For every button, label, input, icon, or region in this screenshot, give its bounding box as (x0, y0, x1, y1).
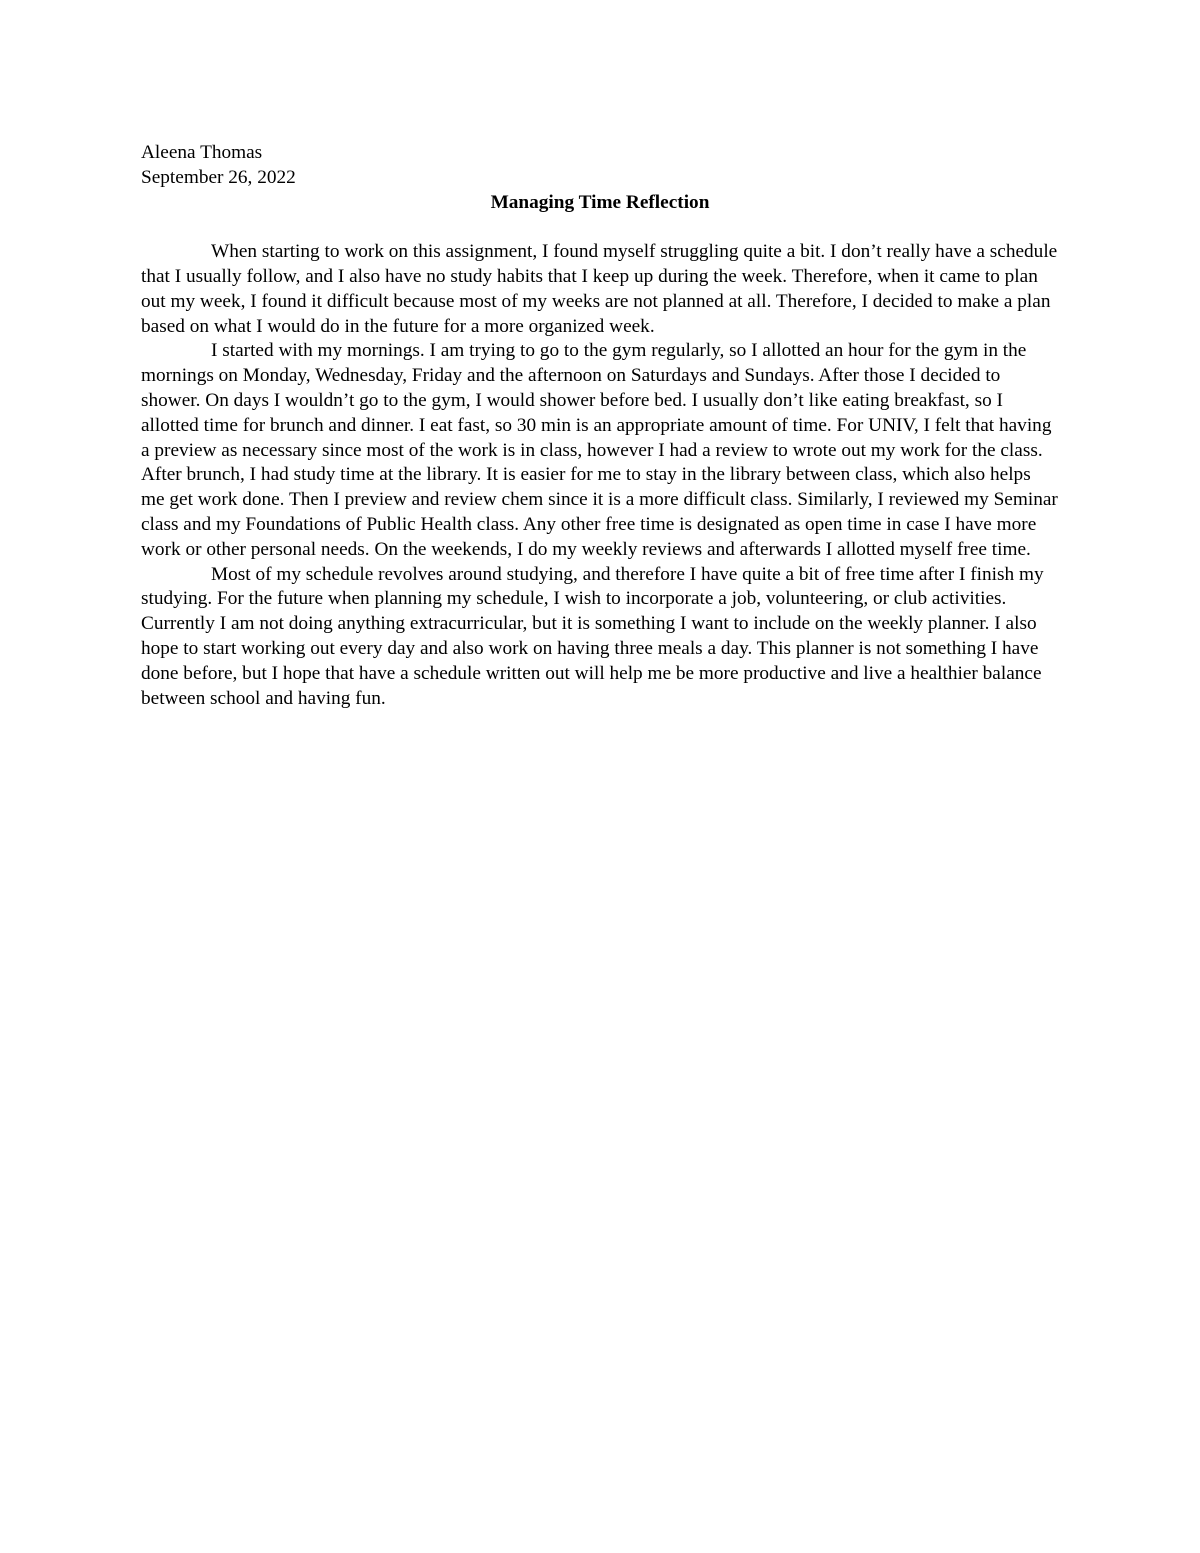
paragraph-1: When starting to work on this assignment, I found myself struggling quite a bit. I don’t really have a schedule that I usually follow, and I also have no study habits that I keep up during the week. Therefore, when it came to plan out my week, I found it difficult because most of my weeks are not planned at all. Therefore, I decided to make a plan based on what I would do in the future for a more organized week. (141, 241, 1058, 337)
document-date: September 26, 2022 (141, 166, 296, 188)
paragraph-2: I started with my mornings. I am trying to go to the gym regularly, so I allotted an hour for the gym in the mornings on Monday, Wednesday, Friday and the afternoon on Saturdays and Sundays. After those I decided to shower. On days I wouldn’t go to the gym, I would shower before bed. I usually don’t like eating breakfast, so I allotted time for brunch and dinner. I eat fast, so 30 min is an appropriate amount of time. For UNIV, I felt that having a preview as necessary since most of the work is in class, however I had a review to wrote out my work for the class. After brunch, I had study time at the library. It is easier for me to stay in the library between class, which also helps me get work done. Then I preview and review chem since it is a more difficult class. Similarly, I reviewed my Seminar class and my Foundations of Public Health class. Any other free time is designated as open time in case I have more work or other personal needs. On the weekends, I do my weekly reviews and afterwards I allotted myself free time. (141, 340, 1058, 560)
document-title: Managing Time Reflection (490, 191, 710, 213)
paragraph-3: Most of my schedule revolves around studying, and therefore I have quite a bit of free time after I finish my studying. For the future when planning my schedule, I wish to incorporate a job, volunteering, or club activities. Currently I am not doing anything extracurricular, but it is something I want to include on the weekly planner. I also hope to start working out every day and also work on having three meals a day. This planner is not something I have done before, but I hope that have a schedule written out will help me be more productive and live a healthier balance between school and having fun. (141, 563, 1044, 709)
document-body (141, 141, 1059, 711)
author-name: Aleena Thomas (141, 142, 263, 163)
title-spacer (141, 215, 1059, 240)
